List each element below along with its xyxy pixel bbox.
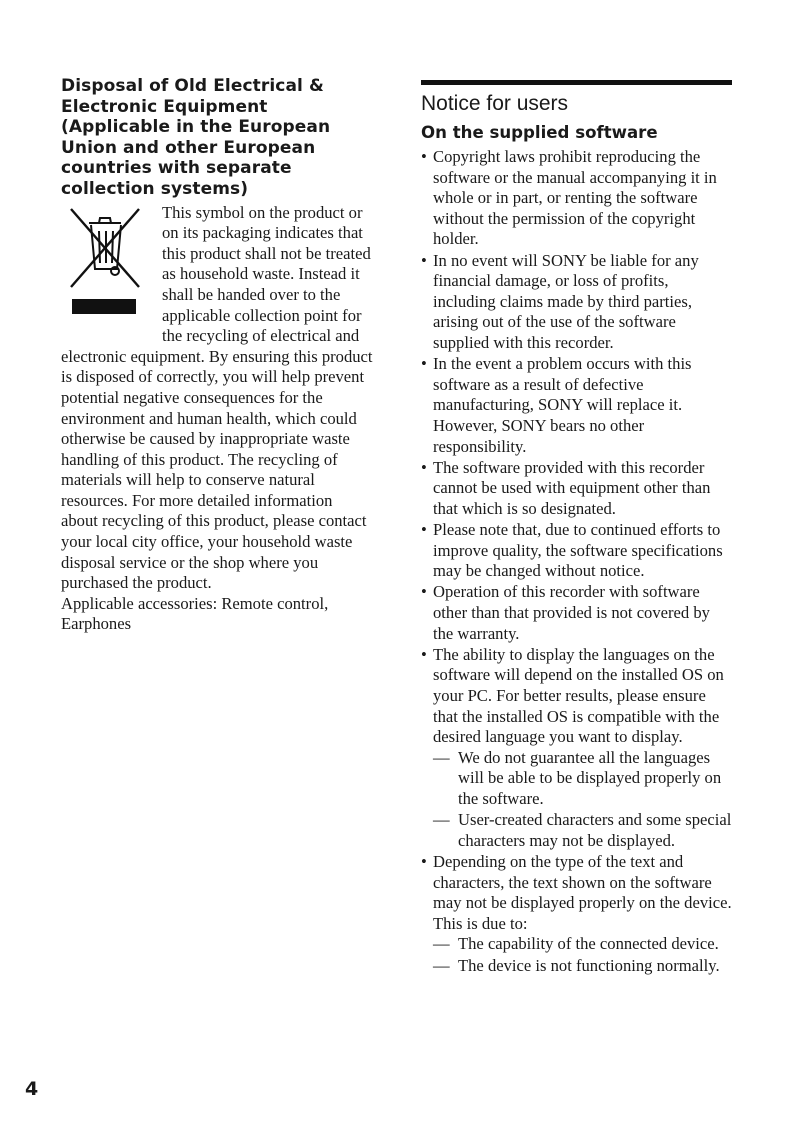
- notice-bullet-list: [421, 147, 733, 976]
- accessories-text: Applicable accessories: Remote control, Earphones: [61, 593, 329, 634]
- sub-list-item: — The capability of the connected device.: [433, 934, 733, 955]
- list-item: • The software provided with this recorder cannot be used with equipment other than that which is so designated.: [421, 458, 733, 520]
- section-rule: [421, 80, 732, 85]
- crossed-out-wheeled-bin-icon: [65, 203, 145, 295]
- sub-list-item: — We do not guarantee all the languages will be able to be displayed properly on the software.: [433, 748, 733, 810]
- list-item: • Copyright laws prohibit reproducing the software or the manual accompanying it in whole or in part, or renting the software without the permission of the copyright holder.: [421, 147, 733, 250]
- list-item: • Depending on the type of the text and characters, the text shown on the software may not be displayed properly on the device. This is due to: — The capability of the connected device. — The device is not functioning normally.: [421, 852, 733, 976]
- list-item: • In the event a problem occurs with this software as a result of defective manufacturing, SONY will replace it. However, SONY bears no other responsibility.: [421, 354, 733, 457]
- language-sub-list: [433, 748, 733, 852]
- disposal-section: [61, 76, 373, 635]
- sub-list-item: — The device is not functioning normally.: [433, 956, 733, 977]
- software-subtitle: On the supplied software: [421, 123, 658, 142]
- notice-section: [421, 80, 733, 977]
- disposal-title: Disposal of Old Electrical & Electronic Equipment (Applicable in the European Union and other European countries with separate collection systems): [61, 76, 331, 199]
- page-number: 4: [25, 1078, 39, 1100]
- notice-title: Notice for users: [421, 92, 569, 115]
- display-sub-list: [433, 934, 733, 976]
- list-item: • Operation of this recorder with software other than that provided is not covered by the warranty.: [421, 582, 733, 644]
- disposal-body: This symbol on the product or on its packaging indicates that this product shall not be treated as household waste. Instead it shall be handed over to the applicable collection point for the recycling of electrical and electronic equipment. By ensuring this product is disposed of correctly, you will help prevent potential negative consequences for the environment and human health, which could otherwise be caused by inappropriate waste handling of this product. The recycling of materials will help to conserve natural resources. For more detailed information about recycling of this product, please contact your local city office, your household waste disposal service or the shop where you purchased the product.: [61, 202, 373, 593]
- list-item: • In no event will SONY be liable for any financial damage, or loss of profits, including claims made by third parties, arising out of the use of the software supplied with this recorder.: [421, 251, 733, 354]
- list-item: • The ability to display the languages on the software will depend on the installed OS on your PC. For better results, please ensure that the installed OS is compatible with the desired language you want to display. — We do not guarantee all the languages will be able to be displayed properly on the software. — User-created characters and some special characters may not be displayed.: [421, 645, 733, 852]
- sub-list-item: — User-created characters and some special characters may not be displayed.: [433, 810, 733, 851]
- list-item: • Please note that, due to continued efforts to improve quality, the software specifications may be changed without notice.: [421, 520, 733, 582]
- weee-symbol: [61, 203, 162, 343]
- underline-bar: [72, 299, 136, 314]
